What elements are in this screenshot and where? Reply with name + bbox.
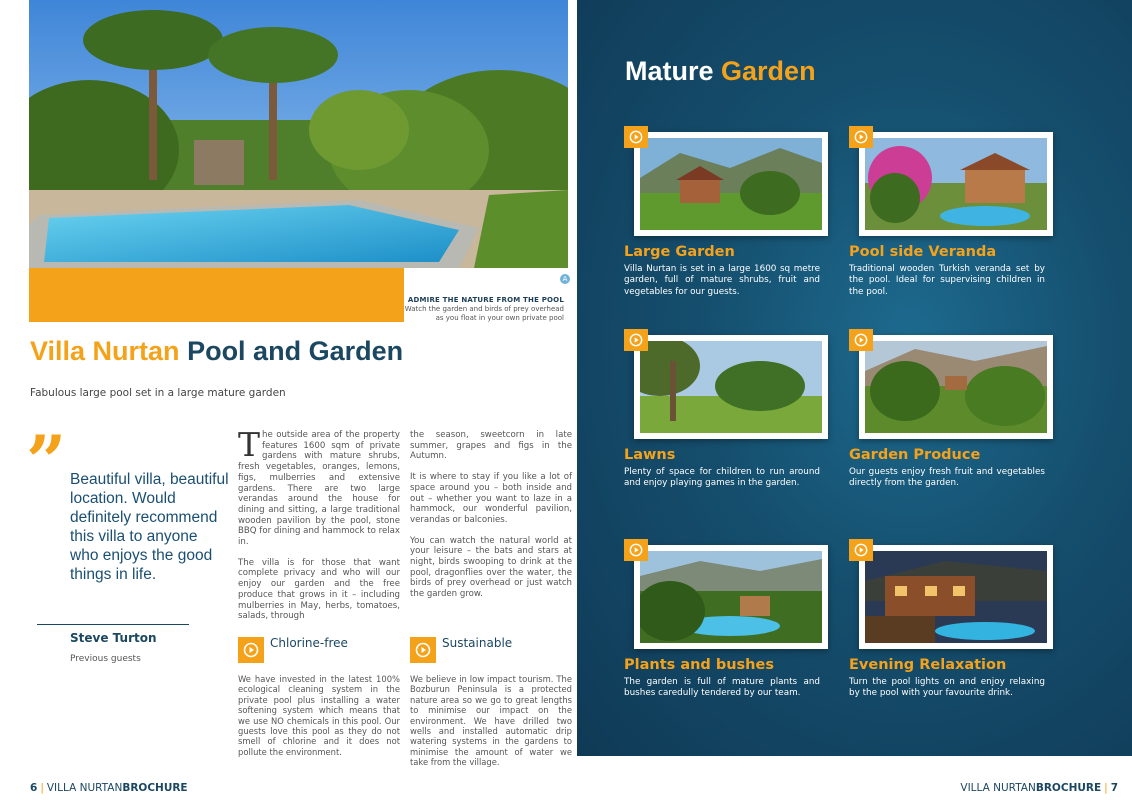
quote-divider bbox=[37, 624, 189, 625]
testimonial-quote: Beautiful villa, beautiful location. Would definitely recommend this villa to anyone who enjoys the good things in life. bbox=[70, 471, 229, 583]
footer-separator: | bbox=[1104, 782, 1108, 794]
card-photo bbox=[634, 132, 828, 236]
col2-paragraph-2: It is where to stay if you like a lot of space around you – both inside and out – whether you want to laze in a hammock, our wonderful pavilion, verandas or balconies. bbox=[410, 472, 572, 525]
footer-right bbox=[960, 782, 1118, 794]
card-title: Large Garden bbox=[624, 244, 735, 260]
hero-pool-photo bbox=[29, 0, 568, 268]
card-title: Evening Relaxation bbox=[849, 657, 1007, 673]
feature-chlorine-free bbox=[238, 637, 348, 663]
play-circle-icon bbox=[238, 637, 264, 663]
page-subtitle: Fabulous large pool set in a large mature garden bbox=[30, 387, 286, 399]
feature-sustainable bbox=[410, 637, 512, 663]
footer-separator: | bbox=[40, 782, 44, 794]
card-photo bbox=[634, 545, 828, 649]
title-light: Villa Nurtan bbox=[30, 336, 180, 366]
card-photo bbox=[634, 335, 828, 439]
quote-author: Steve Turton bbox=[70, 631, 157, 645]
play-circle-icon[interactable] bbox=[624, 539, 648, 561]
card-title: Lawns bbox=[624, 447, 676, 463]
play-circle-icon[interactable] bbox=[849, 539, 873, 561]
play-circle-icon[interactable] bbox=[849, 126, 873, 148]
card-title: Garden Produce bbox=[849, 447, 981, 463]
body-column-2 bbox=[410, 430, 572, 610]
caption-marker-a: A bbox=[560, 274, 570, 284]
col2-paragraph-3: You can watch the natural world at your leisure – the bats and stars at night, birds swooping to drink at the pool, dragonflies over the water, the birds of prey overhead or just watch the garden grow. bbox=[410, 535, 572, 600]
card-text: Turn the pool lights on and enjoy relaxing by the pool with your favourite drink. bbox=[849, 677, 1045, 699]
page-number: 6 bbox=[30, 782, 38, 794]
card-title: Pool side Veranda bbox=[849, 244, 997, 260]
play-circle-icon[interactable] bbox=[849, 329, 873, 351]
card-text: Villa Nurtan is set in a large 1600 sq metre garden, full of mature shrubs, fruit and vegetables for our guests. bbox=[624, 264, 820, 297]
caption-title: ADMIRE THE NATURE FROM THE POOL bbox=[407, 296, 564, 304]
card-title: Plants and bushes bbox=[624, 657, 774, 673]
right-title-light: Mature bbox=[625, 56, 714, 86]
card-photo bbox=[859, 545, 1053, 649]
right-page bbox=[577, 0, 1132, 756]
play-circle-icon[interactable] bbox=[624, 329, 648, 351]
card-photo bbox=[859, 132, 1053, 236]
caption-line-1: Watch the garden and birds of prey overhead bbox=[404, 305, 564, 313]
right-title-bold: Garden bbox=[721, 56, 816, 86]
quote-author-role: Previous guests bbox=[70, 654, 141, 664]
title-bold: Pool and Garden bbox=[187, 336, 404, 366]
right-page-title bbox=[625, 56, 816, 87]
card-text: Our guests enjoy fresh fruit and vegetables directly from the garden. bbox=[849, 467, 1045, 489]
photo-caption bbox=[264, 296, 564, 323]
col1-paragraph-1 bbox=[238, 425, 400, 548]
caption-line-2: as you float in your own private pool bbox=[435, 314, 564, 322]
col2-paragraph-1: the season, sweetcorn in late summer, grapes and figs in the Autumn. bbox=[410, 430, 572, 462]
card-text: The garden is full of mature plants and bushes caredully tendered by our team. bbox=[624, 677, 820, 699]
play-circle-icon bbox=[410, 637, 436, 663]
feature-title: Chlorine-free bbox=[270, 636, 348, 650]
quote-mark-icon: ” bbox=[26, 420, 67, 503]
col1-paragraph-2: The villa is for those that want complete privacy and who will our enjoy our garden and the free produce that grows in it – including mulberries in May, herbs, tomatoes, salads, through bbox=[238, 557, 400, 622]
footer-brand-bold: BROCHURE bbox=[122, 782, 188, 794]
footer-brand: VILLA NURTAN bbox=[960, 782, 1036, 794]
footer-left bbox=[30, 782, 188, 794]
feature-chlorine-free-text: We have invested in the latest 100% ecological cleaning system in the private pool plus installing a water softening system which means that we use NO chemicals in this pool. Our guests love this pool as they do not smell of chlorine and it does not pollute the environment. bbox=[238, 674, 400, 757]
dropcap: T bbox=[238, 425, 261, 464]
footer-brand-bold: BROCHURE bbox=[1035, 782, 1102, 794]
footer-brand: VILLA NURTAN bbox=[46, 782, 123, 794]
body-column-1 bbox=[238, 425, 400, 632]
card-text: Plenty of space for children to run around and enjoy playing games in the garden. bbox=[624, 467, 820, 489]
feature-title: Sustainable bbox=[442, 636, 513, 650]
page-number: 7 bbox=[1110, 782, 1118, 794]
card-text: Traditional wooden Turkish veranda set by the pool. Ideal for supervising children in the pool. bbox=[849, 264, 1045, 297]
page-title bbox=[30, 336, 403, 367]
play-circle-icon[interactable] bbox=[624, 126, 648, 148]
feature-sustainable-text: We believe in low impact tourism. The Bozburun Peninsula is a protected nature area so we go to great lengths to minimise our impact on the environment. We have drilled two wells and installed automatic drip watering systems in the gardens to minimise the amount of water we take from the village. bbox=[410, 674, 572, 768]
col1-p1-text: he outside area of the property features 1600 sqm of private gardens with mature shrubs, fresh vegetables, oranges, lemons, figs, mulberries and extensive gardens. There are two large verandas around the house for dining and sitting, a large traditional wooden pavilion by the pool, stone BBQ for dining and hammock to relax in. bbox=[238, 430, 400, 548]
card-photo bbox=[859, 335, 1053, 439]
